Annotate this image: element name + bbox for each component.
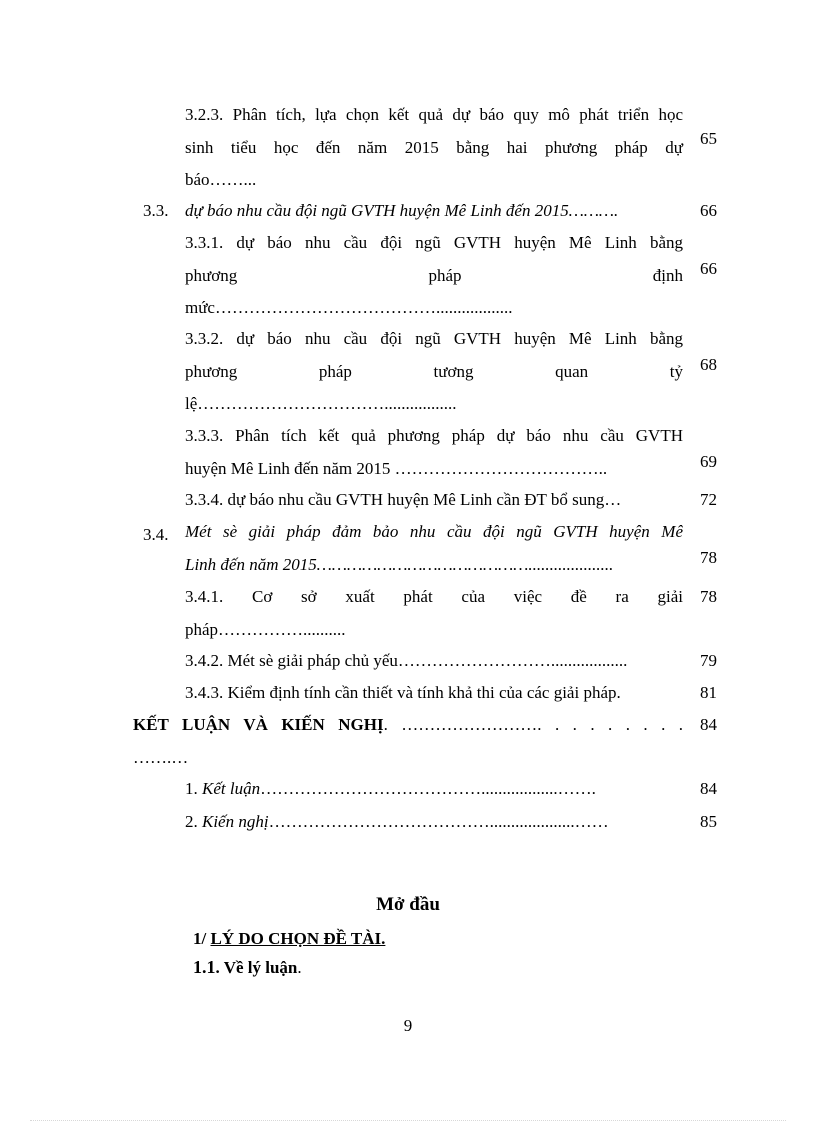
- toc-page-number: 66: [700, 201, 717, 220]
- toc-page-number: 84: [700, 715, 717, 734]
- toc-line: 1. Kết luận…………………………………..................…….: [185, 779, 596, 798]
- toc-page-number: 72: [700, 490, 717, 509]
- toc-line: phương pháp tương quan tỷ: [185, 361, 683, 381]
- toc-page-number: 66: [700, 259, 717, 278]
- toc-line: 3.3.2. dự báo nhu cầu đội ngũ GVTH huyện Mê Linh bằng: [185, 329, 683, 348]
- toc-line: 2. Kiến nghị…………………………………....................……: [185, 812, 609, 831]
- toc-line: 3.4.1. Cơ sở xuất phát của việc đề ra giải: [185, 587, 683, 606]
- toc-leader-dots: . ……………………. . . . . . . . .: [383, 715, 683, 734]
- toc-line: 3.3.4. dự báo nhu cầu GVTH huyện Mê Linh cần ĐT bổ sung…: [185, 490, 622, 509]
- toc-section-number: 3.4.: [143, 525, 169, 544]
- chapter-title: Mở đầu: [376, 894, 440, 915]
- toc-line: Linh đến năm 2015……………………………………....................: [185, 554, 614, 574]
- toc-page-number: 84: [700, 779, 717, 798]
- toc-section-number: 3.3.: [143, 201, 169, 220]
- page-number: 9: [403, 1016, 413, 1035]
- toc-page-number: 85: [700, 812, 717, 831]
- toc-page-number: 65: [700, 129, 717, 148]
- toc-line: 3.2.3. Phân tích, lựa chọn kết quả dự báo quy mô phát triển học: [185, 105, 683, 124]
- toc-page-number: 78: [700, 587, 717, 606]
- toc-line: phương pháp định: [185, 265, 683, 285]
- toc-heading-text: KẾT LUẬN VÀ KIẾN NGHỊ: [133, 715, 384, 734]
- toc-line: mức…………………………………..................: [185, 298, 513, 317]
- toc-line: huyện Mê Linh đến năm 2015 ………………………………..: [185, 458, 608, 478]
- section-heading-1-1: 1.1. Về lý luận.: [193, 957, 302, 977]
- toc-line: sinh tiểu học đến năm 2015 bằng hai phương pháp dự: [185, 137, 683, 157]
- toc-page-number: 81: [700, 683, 717, 702]
- page-edge-rule: [30, 1120, 786, 1121]
- toc-page-number: 79: [700, 651, 717, 670]
- toc-page-number: 78: [700, 548, 717, 567]
- toc-line: …….…: [133, 747, 189, 767]
- toc-line: lệ…………………………….................: [185, 394, 457, 413]
- toc-line: Mét sè giải pháp đảm bảo nhu cầu đội ngũ GVTH huyện Mê: [185, 522, 683, 541]
- toc-page-number: 69: [700, 452, 717, 471]
- toc-line: dự báo nhu cầu đội ngũ GVTH huyện Mê Linh đến 2015……….: [185, 201, 619, 220]
- toc-line: 3.3.3. Phân tích kết quả phương pháp dự báo nhu cầu GVTH: [185, 426, 683, 445]
- section-heading-1: 1/ LÝ DO CHỌN ĐỀ TÀI.: [193, 929, 386, 948]
- toc-line: [133, 709, 683, 742]
- toc-line: 3.3.1. dự báo nhu cầu đội ngũ GVTH huyện Mê Linh bằng: [185, 233, 683, 252]
- toc-line: pháp……………..........: [185, 619, 346, 639]
- toc-line: 3.4.2. Mét sè giải pháp chủ yếu………………………..................: [185, 651, 628, 670]
- toc-line: báo……...: [185, 170, 257, 189]
- toc-line: 3.4.3. Kiểm định tính cần thiết và tính khả thi của các giải pháp.: [185, 683, 621, 702]
- toc-page-number: 68: [700, 355, 717, 374]
